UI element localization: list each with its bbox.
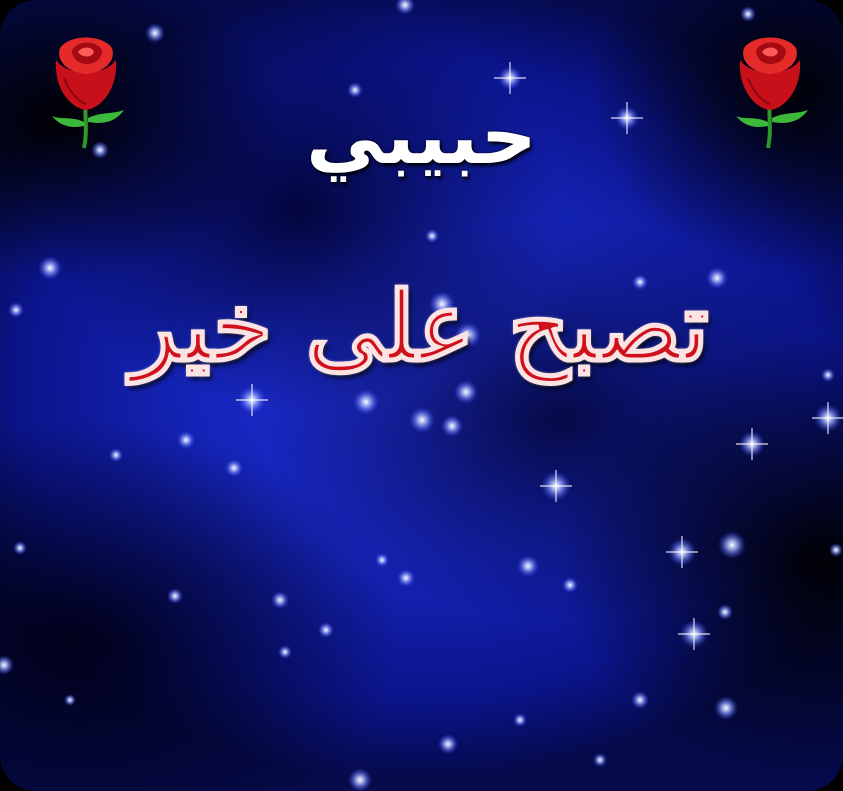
greeting-text: تصبح على خير (130, 270, 710, 383)
title-word: حبيبي (306, 92, 537, 182)
